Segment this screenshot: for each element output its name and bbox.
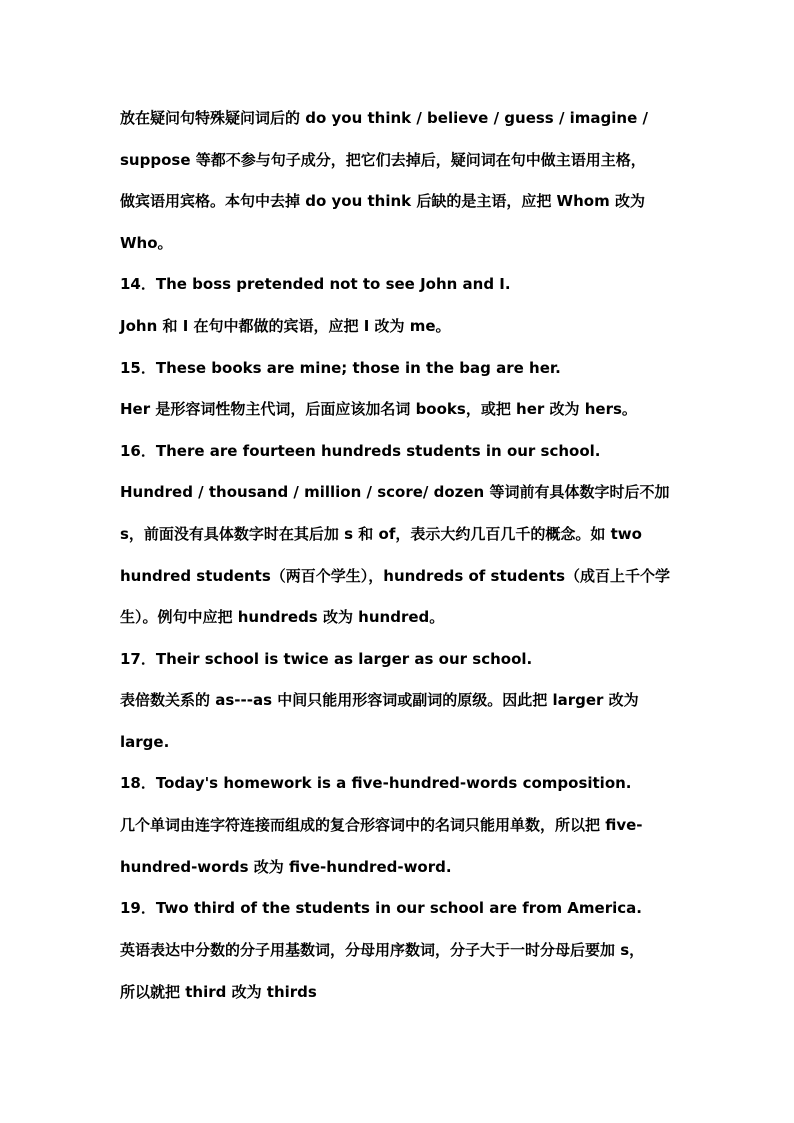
text-line-4: Who。 <box>120 234 173 252</box>
question-17: 17．Their school is twice as larger as our school. <box>120 650 533 668</box>
answer-19-line-2: 所以就把 third 改为 thirds <box>120 983 317 1001</box>
question-15: 15．These books are mine; those in the bag are her. <box>120 359 561 377</box>
answer-14: John 和 I 在句中都做的宾语，应把 I 改为 me。 <box>120 317 451 335</box>
answer-19-line-1: 英语表达中分数的分子用基数词，分母用序数词，分子大于一时分母后要加 s， <box>120 941 645 959</box>
answer-16-line-4: 生）。例句中应把 hundreds 改为 hundred。 <box>120 608 445 626</box>
question-19: 19．Two third of the students in our school are from America. <box>120 899 642 917</box>
answer-15: Her 是形容词性物主代词，后面应该加名词 books，或把 her 改为 hers。 <box>120 400 637 418</box>
answer-16-line-1: Hundred / thousand / million / score/ dozen 等词前有具体数字时后不加 <box>120 483 670 501</box>
text-line-1: 放在疑问句特殊疑问词后的 do you think / believe / guess / imagine / <box>120 109 648 127</box>
answer-16-line-2: s，前面没有具体数字时在其后加 s 和 of，表示大约几百几千的概念。如 two <box>120 525 642 543</box>
text-line-2: suppose 等都不参与句子成分，把它们去掉后，疑问词在句中做主语用主格， <box>120 151 646 169</box>
answer-18-line-1: 几个单词由连字符连接而组成的复合形容词中的名词只能用单数，所以把 five- <box>120 816 643 834</box>
text-line-3: 做宾语用宾格。本句中去掉 do you think 后缺的是主语，应把 Whom 改为 <box>120 192 645 210</box>
answer-17-line-2: large. <box>120 733 170 751</box>
answer-17-line-1: 表倍数关系的 as---as 中间只能用形容词或副词的原级。因此把 larger 改为 <box>120 691 639 709</box>
question-14: 14．The boss pretended not to see John and I. <box>120 275 511 293</box>
answer-18-line-2: hundred-words 改为 five-hundred-word. <box>120 858 452 876</box>
question-18: 18．Today's homework is a five-hundred-words composition. <box>120 774 632 792</box>
question-16: 16．There are fourteen hundreds students in our school. <box>120 442 601 460</box>
answer-16-line-3: hundred students（两百个学生），hundreds of students（成百上千个学 <box>120 567 671 585</box>
